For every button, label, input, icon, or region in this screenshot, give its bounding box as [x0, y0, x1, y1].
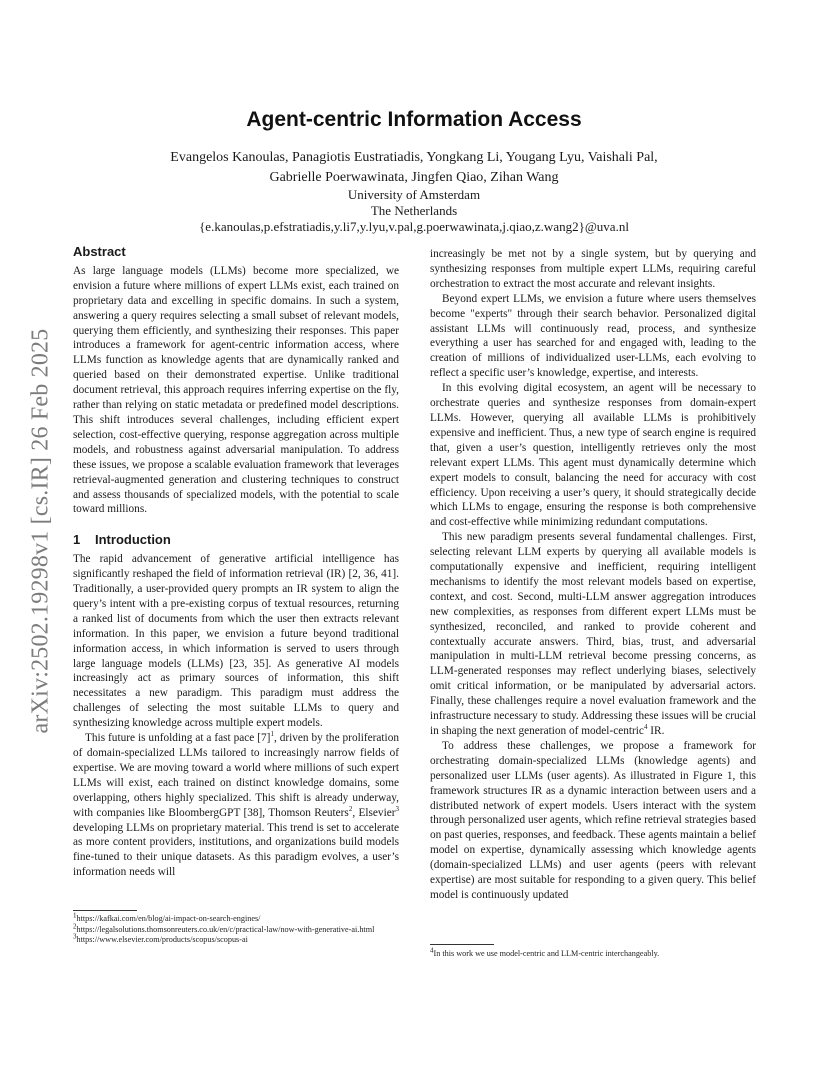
footnotes-left — [73, 911, 399, 946]
footnote-rule-left — [73, 910, 137, 911]
intro-paragraph-1: The rapid advancement of generative artificial intelligence has significantly reshaped the field of information retrieval (IR) [2, 36, 41]. Traditionally, a user-provided query prompts an IR system to align the query’s intent with a pre-existing corpus of textual resources, returning a ranked list of documents from which the user then extracts relevant information. In this paper, we envision a future beyond traditional information access, in which information is served to users through large language models (LLMs) [23, 35]. As generative AI models increasingly act as primary sources of information, this shift necessitates a new paradigm. This paradigm must address the challenges of selecting the most suitable LLMs to query and synthesizing knowledge across multiple expert models. — [73, 553, 399, 730]
abstract-text: As large language models (LLMs) become more specialized, we envision a future where millions of expert LLMs exist, each trained on proprietary data and excelling in specific domains. In such a system, answering a query requires selecting a small subset of relevant models, querying them efficiently, and synthesizing their responses. This paper introduces a framework for agent-centric information access, where LLMs function as knowledge agents that are dynamically ranked and queried based on their demonstrated expertise. Unlike traditional document retrieval, this approach requires inferring expertise on the fly, rather than relying on static metadata or predefined model descriptions. This shift introduces several challenges, including efficient expert selection, cost-effective querying, response aggregation across multiple models, and robustness against adversarial manipulation. To address these issues, we propose a scalable evaluation framework that leverages retrieval-augmented generation and clustering techniques to construct and assess thousands of specialized models, with the potential to scale toward millions. — [73, 264, 399, 516]
author-emails: {e.kanoulas,p.efstratiadis,y.li7,y.lyu,v.pal,g.poerwawinata,j.qiao,z.wang2}@uva.nl — [199, 219, 629, 234]
footnote-text: In this work we use model-centric and LLM-centric interchangeably. — [433, 949, 660, 958]
abstract-heading: Abstract — [73, 244, 126, 259]
footnote-1 — [73, 911, 399, 925]
right-p4-text-b: IR. — [647, 725, 665, 737]
section-number: 1 — [73, 532, 81, 548]
footnote-rule-right — [430, 944, 494, 945]
arxiv-identifier: arXiv:2502.19298v1 [cs.IR] 26 Feb 2025 — [27, 328, 54, 734]
intro-p2-text-a: This future is unfolding at a fast pace [7] — [85, 732, 271, 745]
intro-p2-text-c: , Elsevier — [352, 806, 396, 819]
right-paragraph-4 — [430, 530, 756, 739]
footnote-mark: 1 — [73, 911, 77, 920]
left-column — [73, 245, 399, 880]
footnote-ref-3[interactable]: 3 — [395, 804, 399, 813]
footnotes-right — [430, 946, 756, 960]
arxiv-identifier-margin — [26, 296, 56, 766]
author-list — [0, 148, 828, 188]
footnote-4 — [430, 946, 756, 960]
right-paragraph-1: increasingly be met not by a single system, but by querying and synthesizing responses from multiple expert LLMs, requiring careful orchestration to extract the most accurate and relevant insights. — [430, 248, 756, 290]
footnote-mark: 3 — [73, 932, 77, 941]
footnote-ref-2[interactable]: 2 — [348, 804, 353, 813]
section-title: Introduction — [95, 532, 171, 548]
right-paragraph-5: To address these challenges, we propose a framework for orchestrating domain-specialized LLMs (knowledge agents) and personalized user LLMs (user agents). As illustrated in Figure 1, this framework structures IR as a dynamic interaction between users and a distributed network of expert models. Users interact with the system through personalized user agents, which refine retrieval strategies based on past queries, responses, and feedback. These agents maintain a belief model on expertise, dynamically assessing which knowledge agents (domain-specialized LLMs) and user agents (peers with relevant expertise) are most suitable for responding to a given query. This belief model is continuously updated — [430, 739, 756, 901]
authors-line-2: Gabrielle Poerwawinata, Jingfen Qiao, Zihan Wang — [269, 170, 559, 185]
right-paragraph-2: Beyond expert LLMs, we envision a future where users themselves become "experts" through their search behavior. Personalized digital assistant LLMs will continuously read, process, and synthesize everything a user has searched for and engaged with, leading to the creation of millions of individualized user-LLMs, each evolving to reflect a specific user’s knowledge, expertise, and interests. — [430, 292, 756, 380]
footnote-2 — [73, 921, 399, 936]
intro-p2-text-b: , driven by the proliferation of domain-specialized LLMs tailored to increasingly narrow fields of expertise. We are moving toward a world where millions of such expert LLMs will exist, each trained on distinct knowledge domains, some overlapping, others highly specialized. This shift is already underway, with companies like BloombergGPT [38], Thomson Reuters — [73, 732, 399, 819]
footnote-ref-4[interactable]: 4 — [643, 723, 648, 732]
authors-line-1: Evangelos Kanoulas, Panagiotis Eustratiadis, Yongkang Li, Yougang Lyu, Vaishali Pal, — [170, 150, 658, 165]
footnote-mark: 2 — [73, 921, 77, 930]
footnote-link[interactable]: https://kafkai.com/en/blog/ai-impact-on-search-engines/ — [76, 914, 261, 923]
right-paragraph-3: In this evolving digital ecosystem, an agent will be necessary to orchestrate queries and synthesize responses from domain-expert LLMs. However, querying all available LLMs is prohibitively expensive and inefficient. Thus, a new type of search engine is required that, given a user’s question, intelligently retrieves only the most relevant expert LLMs. This agent must dynamically determine which expert models to consult, balancing the need for accuracy with cost efficiency. Upon receiving a user’s query, it should strategically decide which LLMs to engage, ensuring the response is both comprehensive and cost-effective while minimizing redundant computations. — [430, 382, 756, 529]
footnote-ref-1[interactable]: 1 — [270, 730, 274, 739]
footnote-3 — [73, 932, 399, 946]
intro-p2-text-d: developing LLMs on proprietary material. This trend is set to accelerate as more content providers, institutions, and organizations build models fine-tuned to their unique datasets. As this paradigm evolves, a user’s information needs will — [73, 821, 399, 879]
right-p4-text-a: This new paradigm presents several fundamental challenges. First, selecting relevant LLM experts by querying all available models is computationally expensive and inefficient, requiring intelligent mechanisms to identify the most relevant models based on expertise, context, and cost. Second, multi-LLM answer aggregation introduces new complexities, as responses from different expert LLMs must be synthesized, reconciled, and ranked to provide coherent and contextually accurate answers. Third, bias, trust, and adversarial manipulation in multi-LLM retrieval become pressing concerns, as LLM-generated responses may reflect underlying biases, selectively omit critical information, or be manipulated by adversarial actors. Finally, these challenges require a novel evaluation framework and the infrastructure necessary to study. Addressing these issues will be crucial in shaping the next generation of model-centric — [430, 531, 756, 737]
country: The Netherlands — [370, 203, 458, 218]
footnote-mark: 4 — [430, 946, 434, 955]
paper-title: Agent-centric Information Access — [246, 108, 582, 131]
footnote-link[interactable]: https://www.elsevier.com/products/scopus/scopus-ai — [76, 935, 248, 944]
intro-paragraph-2 — [73, 731, 399, 880]
footnote-link[interactable]: https://legalsolutions.thomsonreuters.co.uk/en/c/practical-law/now-with-generative-ai.html — [76, 924, 375, 934]
section-heading — [73, 533, 399, 548]
affiliation: University of Amsterdam — [347, 187, 481, 202]
right-column — [430, 247, 756, 903]
